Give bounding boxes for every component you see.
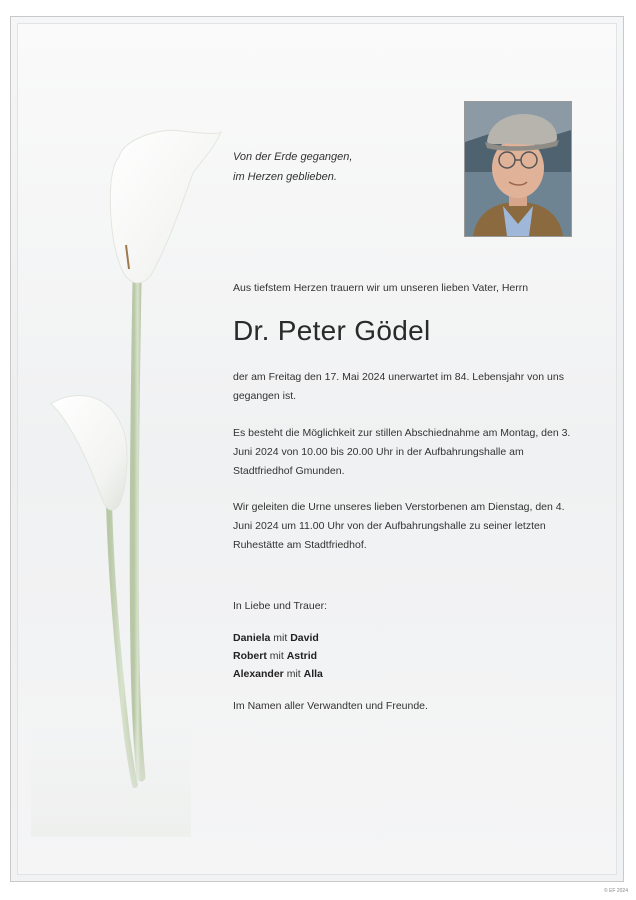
tall-stem [134, 282, 141, 777]
mourners-list [233, 629, 323, 683]
deceased-name: Dr. Peter Gödel [233, 315, 431, 346]
mourner-first-name: Daniela [233, 632, 271, 644]
stem-fade [31, 717, 191, 837]
portrait-illustration [465, 102, 571, 236]
mourner-connector: mit [283, 668, 304, 680]
viewing-info: Es besteht die Möglichkeit zur stillen Abschiednahme am Montag, den 3. Juni 2024 von 10.00 bis 20.00 Uhr in der Aufbahrungshalle am Stadtfriedhof Gmunden. [233, 427, 571, 477]
mourner-first-name: Robert [233, 650, 267, 662]
motto-line-2: im Herzen geblieben. [233, 171, 337, 183]
mourner-partner-name: Astrid [286, 650, 318, 662]
mourner-connector: mit [270, 632, 291, 644]
burial-info: Wir geleiten die Urne unseres lieben Verstorbenen am Dienstag, den 4. Juni 2024 um 11.00 Uhr von der Aufbahrungshalle zu seiner letzten Ruhestätte am Stadtfriedhof. [233, 501, 565, 551]
mourner-row [233, 629, 323, 647]
motto-line-1: Von der Erde gegangen, [233, 151, 353, 163]
mourner-partner-name: Alla [303, 668, 323, 680]
mourner-first-name: Alexander [233, 668, 284, 680]
mourner-row [233, 665, 323, 683]
mourner-row [233, 647, 323, 665]
closing-line: In Liebe und Trauer: [233, 600, 327, 612]
portrait-photo [464, 101, 572, 237]
motto [233, 147, 352, 187]
small-lily-flower [51, 396, 127, 510]
footer-mark: © EF 2024 [604, 888, 628, 894]
intro-text: Aus tiefstem Herzen trauern wir um unseren lieben Vater, Herrn [233, 282, 529, 294]
mourner-connector: mit [266, 650, 287, 662]
family-line: Im Namen aller Verwandten und Freunde. [233, 700, 428, 712]
death-announcement: der am Freitag den 17. Mai 2024 unerwartet im 84. Lebensjahr von uns gegangen ist. [233, 371, 564, 402]
mourner-partner-name: David [290, 632, 319, 644]
obituary-card [10, 16, 624, 882]
